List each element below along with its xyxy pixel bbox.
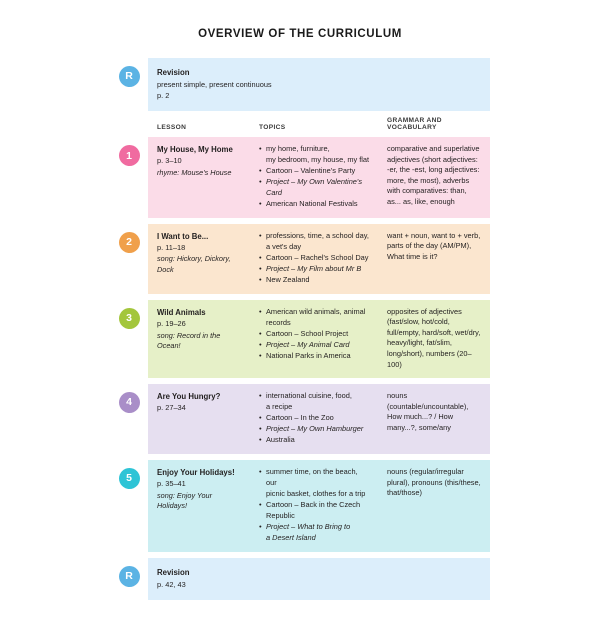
unit-badge-3: 3 <box>119 308 140 329</box>
lesson-pages: p. 11–18 <box>157 242 186 252</box>
revision-cell <box>148 558 490 601</box>
badge-cell <box>110 384 148 454</box>
badge-cell <box>110 558 148 601</box>
unit-content-2 <box>148 224 490 294</box>
lesson-extra: song: Hickory, Dickory, Dock <box>157 254 231 274</box>
list-item: • professions, time, a school day, <box>259 231 370 242</box>
column-header-grammar: GRAMMAR AND VOCABULARY <box>387 117 442 132</box>
revision-title: Revision <box>157 567 190 577</box>
topics-list <box>259 391 370 446</box>
lesson-extra: rhyme: Mouse's House <box>157 167 232 177</box>
table-header-row <box>110 117 490 134</box>
grammar-cell: nouns (countable/uncountable), How much...? / How many...?, some/any <box>387 391 469 432</box>
list-item: records <box>266 317 291 327</box>
list-item: • Project – What to Bring to <box>259 522 370 533</box>
list-item: a vet's day <box>266 241 302 251</box>
topics-list <box>259 144 370 209</box>
revision-badge: R <box>119 66 140 87</box>
revision-content <box>148 58 490 111</box>
list-item: • Cartoon – Back in the Czech <box>259 500 370 511</box>
revision-page: p. 2 <box>157 90 170 100</box>
column-header-lesson: LESSON <box>157 124 187 132</box>
list-item: • Cartoon – Valentine's Party <box>259 166 370 177</box>
revision-badge: R <box>119 566 140 587</box>
badge-cell <box>110 300 148 378</box>
revision-cell <box>148 58 490 111</box>
revision-title: Revision <box>157 68 190 77</box>
column-header-topics: TOPICS <box>259 124 286 132</box>
curriculum-overview-page <box>0 28 600 628</box>
topics-list <box>259 307 370 362</box>
table-row-unit-2 <box>110 224 490 294</box>
topics-cell <box>250 300 378 378</box>
list-item: a recipe <box>266 402 293 412</box>
unit-badge-1: 1 <box>119 145 140 166</box>
unit-content-3 <box>148 300 490 378</box>
unit-content-5 <box>148 460 490 552</box>
lesson-pages: p. 35–41 <box>157 479 186 489</box>
lesson-title: Enjoy Your Holidays! <box>157 468 235 478</box>
table-row-unit-1 <box>110 137 490 218</box>
list-item: • Project – My Animal Card <box>259 340 370 351</box>
badge-cell <box>110 460 148 552</box>
grammar-cell: want + noun, want to + verb, parts of the day (AM/PM), What time is it? <box>387 230 481 261</box>
lesson-cell <box>148 137 250 218</box>
table-row-unit-5 <box>110 460 490 552</box>
lesson-pages: p. 3–10 <box>157 156 182 166</box>
table-row-unit-4 <box>110 384 490 454</box>
list-item: • Australia <box>259 435 370 446</box>
lesson-title: My House, My Home <box>157 145 233 155</box>
lesson-extra: song: Record in the Ocean! <box>157 330 221 350</box>
list-item: • my home, furniture, <box>259 144 370 155</box>
topics-cell <box>250 224 378 294</box>
revision-detail: present simple, present continuous <box>157 79 272 89</box>
topics-list <box>259 467 370 543</box>
topics-cell <box>250 137 378 218</box>
list-item: • National Parks in America <box>259 351 370 362</box>
lesson-title: Wild Animals <box>157 307 206 317</box>
lesson-cell <box>148 224 250 294</box>
table-row-unit-3 <box>110 300 490 378</box>
list-item: • American National Festivals <box>259 199 370 210</box>
grammar-cell: opposites of adjectives (fast/slow, hot/cold, full/empty, hard/soft, wet/dry, heavy/light, fat/slim, long/short), numbers (20–100) <box>387 306 481 369</box>
list-item: • summer time, on the beach, our <box>259 467 370 488</box>
badge-cell <box>110 137 148 218</box>
lesson-pages: p. 19–26 <box>157 319 186 328</box>
unit-badge-4: 4 <box>119 392 140 413</box>
page-title: OVERVIEW OF THE CURRICULUM <box>198 28 402 40</box>
list-item: • international cuisine, food, <box>259 391 370 402</box>
list-item: • Project – My Own Valentine's Card <box>259 177 370 198</box>
list-item: my bedroom, my house, my flat <box>266 155 370 165</box>
badge-cell <box>110 224 148 294</box>
lesson-cell <box>148 384 250 454</box>
list-item: • Project – My Film about Mr B <box>259 264 370 275</box>
grammar-cell: nouns (regular/irregular plural), pronouns (this/these, that/those) <box>387 467 481 498</box>
revision-content <box>148 558 490 601</box>
lesson-extra: song: Enjoy Your Holidays! <box>157 490 213 511</box>
badge-cell <box>110 58 148 111</box>
list-item: picnic basket, clothes for a trip <box>266 488 366 498</box>
table-row-revision-top <box>110 58 490 111</box>
unit-badge-5: 5 <box>119 468 140 489</box>
list-item: • Project – My Own Hamburger <box>259 424 370 435</box>
topics-cell <box>250 384 378 454</box>
list-item: a Desert Island <box>266 532 316 542</box>
list-item: • Cartoon – School Project <box>259 329 370 340</box>
lesson-cell <box>148 460 250 552</box>
grammar-cell: comparative and superlative adjectives (short adjectives: -er, the -est, long adjectives: more, the most), adverbs with comparatives: than, as... as, like, enough <box>387 144 480 206</box>
unit-content-1 <box>148 137 490 218</box>
list-item: • Cartoon – Rachel's School Day <box>259 253 370 264</box>
topics-list <box>259 231 370 286</box>
table-row-revision-bottom <box>110 558 490 601</box>
header-pad <box>110 117 148 134</box>
list-item: Republic <box>266 510 295 520</box>
list-item: • American wild animals, animal <box>259 307 370 318</box>
curriculum-table <box>110 58 490 600</box>
list-item: • New Zealand <box>259 275 370 286</box>
lesson-title: I Want to Be... <box>157 231 209 241</box>
lesson-title: Are You Hungry? <box>157 392 221 402</box>
revision-page: p. 42, 43 <box>157 579 186 589</box>
unit-badge-2: 2 <box>119 232 140 253</box>
unit-content-4 <box>148 384 490 454</box>
lesson-cell <box>148 300 250 378</box>
lesson-pages: p. 27–34 <box>157 403 186 413</box>
topics-cell <box>250 460 378 552</box>
list-item: • Cartoon – In the Zoo <box>259 413 370 424</box>
